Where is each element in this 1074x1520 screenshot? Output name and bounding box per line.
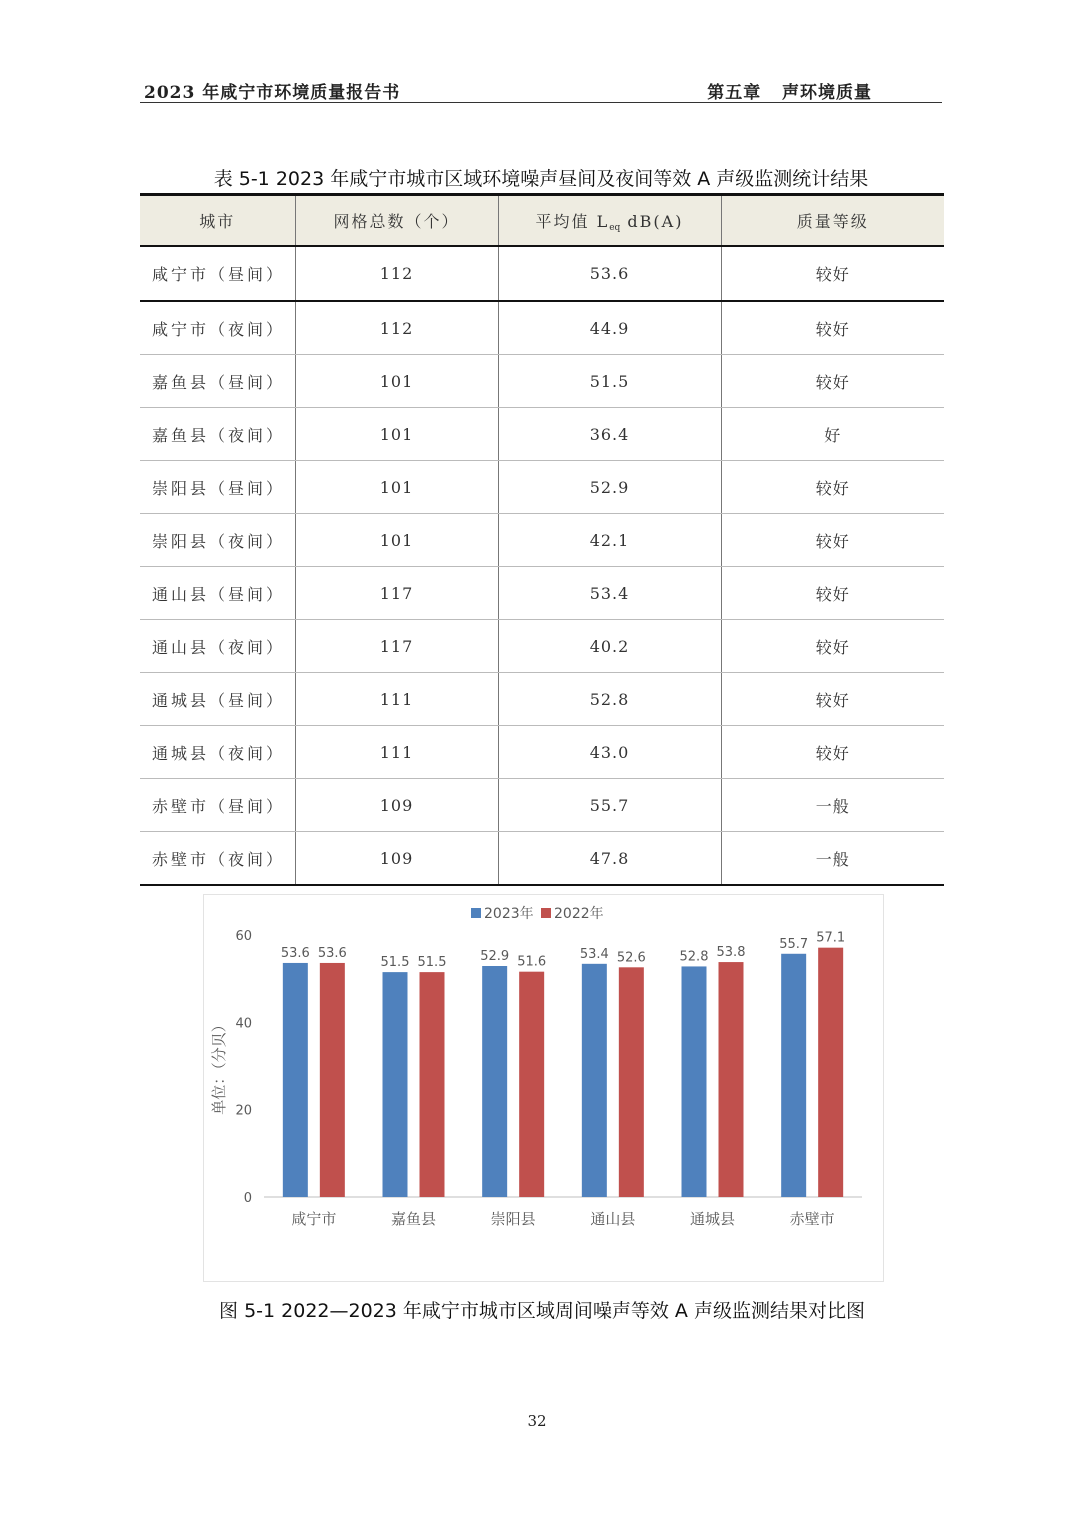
cell-city: 通城县（昼间） <box>140 673 295 726</box>
cell-grid-count: 101 <box>295 514 498 567</box>
cell-city: 嘉鱼县（夜间） <box>140 408 295 461</box>
comparison-bar-chart <box>203 894 884 1282</box>
table-body <box>140 246 944 885</box>
data-label: 53.6 <box>280 945 310 961</box>
table-row <box>140 620 944 673</box>
y-axis-label: 单位：（分贝） <box>210 1017 228 1115</box>
x-tick-label: 通城县 <box>689 1210 736 1228</box>
cell-average-value: 42.1 <box>498 514 721 567</box>
header-chapter-title: 第五章 声环境质量 <box>707 83 872 103</box>
cell-grid-count: 117 <box>295 620 498 673</box>
cell-quality-grade: 较好 <box>721 355 944 408</box>
cell-quality-grade: 好 <box>721 408 944 461</box>
x-tick-label: 咸宁市 <box>291 1210 337 1228</box>
noise-statistics-table <box>140 193 944 886</box>
data-label: 53.8 <box>716 945 746 961</box>
cell-average-value: 53.4 <box>498 567 721 620</box>
data-label: 51.5 <box>417 955 447 971</box>
cell-city: 咸宁市（夜间） <box>140 301 295 355</box>
bar-2022-5 <box>818 948 843 1197</box>
cell-average-value: 52.8 <box>498 673 721 726</box>
table-row <box>140 726 944 779</box>
table-row <box>140 779 944 832</box>
cell-quality-grade: 较好 <box>721 246 944 301</box>
cell-city: 赤壁市（夜间） <box>140 832 295 886</box>
cell-grid-count: 101 <box>295 408 498 461</box>
table-row <box>140 461 944 514</box>
bar-2023-2 <box>482 966 507 1197</box>
cell-quality-grade: 较好 <box>721 620 944 673</box>
cell-average-value: 52.9 <box>498 461 721 514</box>
cell-average-value: 55.7 <box>498 779 721 832</box>
cell-city: 崇阳县（昼间） <box>140 461 295 514</box>
table-row <box>140 832 944 886</box>
figure-caption: 图 5-1 2022—2023 年咸宁市城市区域周间噪声等效 A 声级监测结果对比图 <box>219 1300 865 1322</box>
y-tick-label: 60 <box>235 929 252 944</box>
x-tick-label: 赤壁市 <box>789 1210 835 1228</box>
cell-quality-grade: 较好 <box>721 461 944 514</box>
cell-grid-count: 109 <box>295 779 498 832</box>
header-average-value <box>498 195 721 247</box>
legend-label-1: 2022年 <box>554 906 604 922</box>
table-row <box>140 408 944 461</box>
cell-grid-count: 109 <box>295 832 498 886</box>
table-row <box>140 567 944 620</box>
legend-label-0: 2023年 <box>484 906 534 922</box>
cell-quality-grade: 较好 <box>721 567 944 620</box>
bar-2022-0 <box>320 963 345 1197</box>
y-tick-label: 20 <box>235 1103 252 1119</box>
cell-average-value: 44.9 <box>498 301 721 355</box>
table-row <box>140 673 944 726</box>
data-label: 52.8 <box>679 949 709 965</box>
y-tick-label: 40 <box>235 1016 252 1032</box>
legend-swatch-1 <box>541 908 551 918</box>
cell-city: 通山县（昼间） <box>140 567 295 620</box>
cell-quality-grade: 较好 <box>721 726 944 779</box>
table-header-row <box>140 195 944 247</box>
cell-grid-count: 112 <box>295 246 498 301</box>
cell-average-value: 51.5 <box>498 355 721 408</box>
cell-quality-grade: 较好 <box>721 514 944 567</box>
legend-swatch-0 <box>471 908 481 918</box>
cell-city: 崇阳县（夜间） <box>140 514 295 567</box>
table-row <box>140 246 944 301</box>
cell-quality-grade: 较好 <box>721 673 944 726</box>
cell-grid-count: 101 <box>295 461 498 514</box>
data-label: 57.1 <box>816 930 846 946</box>
data-label: 52.9 <box>480 949 510 965</box>
cell-quality-grade: 较好 <box>721 301 944 355</box>
page-number: 32 <box>527 1412 547 1430</box>
chart-canvas <box>204 895 883 1281</box>
bar-2023-0 <box>283 963 308 1197</box>
cell-city: 嘉鱼县（昼间） <box>140 355 295 408</box>
table-row <box>140 301 944 355</box>
data-label: 51.6 <box>517 954 547 970</box>
bar-2022-1 <box>420 972 445 1197</box>
data-label: 53.6 <box>317 945 347 961</box>
cell-quality-grade: 一般 <box>721 832 944 886</box>
bar-2023-1 <box>383 972 408 1197</box>
bar-2022-3 <box>619 967 644 1197</box>
cell-average-value: 47.8 <box>498 832 721 886</box>
header-average-unit: dB(A) <box>627 211 684 231</box>
cell-city: 通城县（夜间） <box>140 726 295 779</box>
cell-city: 赤壁市（昼间） <box>140 779 295 832</box>
data-label: 55.7 <box>779 936 809 952</box>
cell-grid-count: 112 <box>295 301 498 355</box>
cell-grid-count: 111 <box>295 673 498 726</box>
cell-grid-count: 111 <box>295 726 498 779</box>
page-header <box>140 76 942 103</box>
cell-average-value: 40.2 <box>498 620 721 673</box>
header-quality-grade: 质量等级 <box>721 195 944 247</box>
x-tick-label: 崇阳县 <box>490 1210 536 1228</box>
table-row <box>140 514 944 567</box>
table-title: 表 5-1 2023 年咸宁市城市区域环境噪声昼间及夜间等效 A 声级监测统计结果 <box>213 168 869 190</box>
header-average-subscript: eq <box>609 222 621 233</box>
cell-average-value: 53.6 <box>498 246 721 301</box>
header-city: 城市 <box>140 195 295 247</box>
cell-city: 通山县（夜间） <box>140 620 295 673</box>
bar-2023-5 <box>781 954 806 1197</box>
data-label: 51.5 <box>380 955 410 971</box>
cell-average-value: 43.0 <box>498 726 721 779</box>
data-label: 52.6 <box>616 950 646 966</box>
header-report-title: 2023 年咸宁市环境质量报告书 <box>144 83 401 103</box>
data-label: 53.4 <box>579 946 609 962</box>
bar-2022-2 <box>519 972 544 1197</box>
header-grid-count: 网格总数（个） <box>295 195 498 247</box>
x-tick-label: 通山县 <box>590 1210 636 1228</box>
bar-2022-4 <box>719 962 744 1197</box>
cell-city: 咸宁市（昼间） <box>140 246 295 301</box>
cell-quality-grade: 一般 <box>721 779 944 832</box>
cell-average-value: 36.4 <box>498 408 721 461</box>
x-tick-label: 嘉鱼县 <box>390 1210 437 1228</box>
cell-grid-count: 117 <box>295 567 498 620</box>
bar-2023-3 <box>582 964 607 1197</box>
table-row <box>140 355 944 408</box>
y-tick-label: 0 <box>243 1191 252 1206</box>
cell-grid-count: 101 <box>295 355 498 408</box>
header-average-prefix: 平均值 L <box>535 211 610 231</box>
bar-2023-4 <box>682 966 707 1197</box>
